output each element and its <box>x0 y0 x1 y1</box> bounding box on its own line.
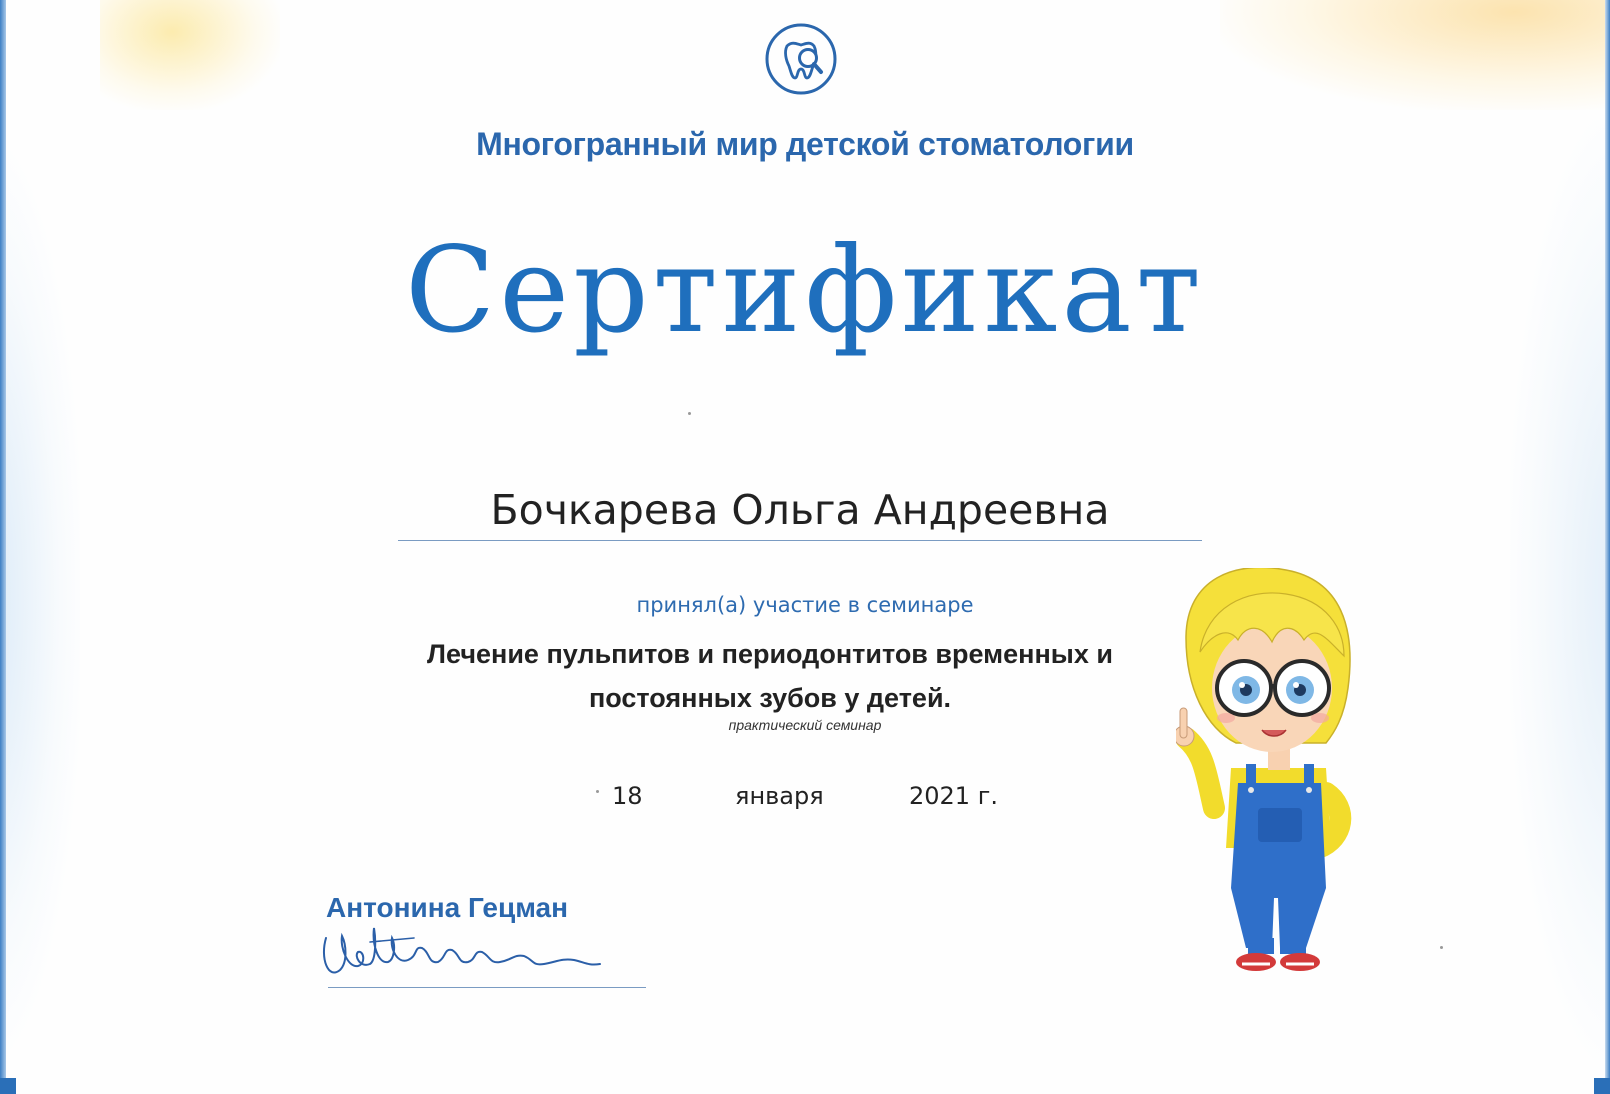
seminar-title-line-1: Лечение пульпитов и периодонтитов временных и <box>427 639 1113 669</box>
date-year: 2021 г. <box>909 782 998 810</box>
seminar-type: практический семинар <box>728 717 882 733</box>
right-border <box>1605 0 1610 1094</box>
certificate-title: Сертификат <box>405 221 1205 359</box>
left-border <box>0 0 6 1094</box>
watercolor-splash-top-right <box>1220 0 1610 110</box>
signer-name: Антонина Гецман <box>326 892 569 923</box>
participation-text: принял(а) участие в семинаре <box>636 593 974 617</box>
corner-mark-bottom-left <box>0 1078 16 1094</box>
date-day: 18 <box>612 782 643 810</box>
handwritten-signature <box>318 918 618 988</box>
date-month: января <box>735 782 824 810</box>
corner-mark-bottom-right <box>1594 1078 1610 1094</box>
scan-speck <box>596 790 599 793</box>
girl-mascot-illustration <box>1176 568 1406 988</box>
event-subtitle: Многогранный мир детской стоматологии <box>476 126 1134 162</box>
seminar-title <box>370 632 1170 720</box>
recipient-underline <box>398 540 1202 541</box>
signature-line <box>328 987 646 988</box>
recipient-name: Бочкарева Ольга Андреевна <box>490 486 1110 534</box>
scan-speck <box>1440 946 1443 949</box>
tooth-magnifier-icon <box>764 22 838 96</box>
watercolor-splash-top-left <box>100 0 280 110</box>
seminar-title-line-2: постоянных зубов у детей. <box>588 683 952 713</box>
scan-speck <box>688 412 691 415</box>
